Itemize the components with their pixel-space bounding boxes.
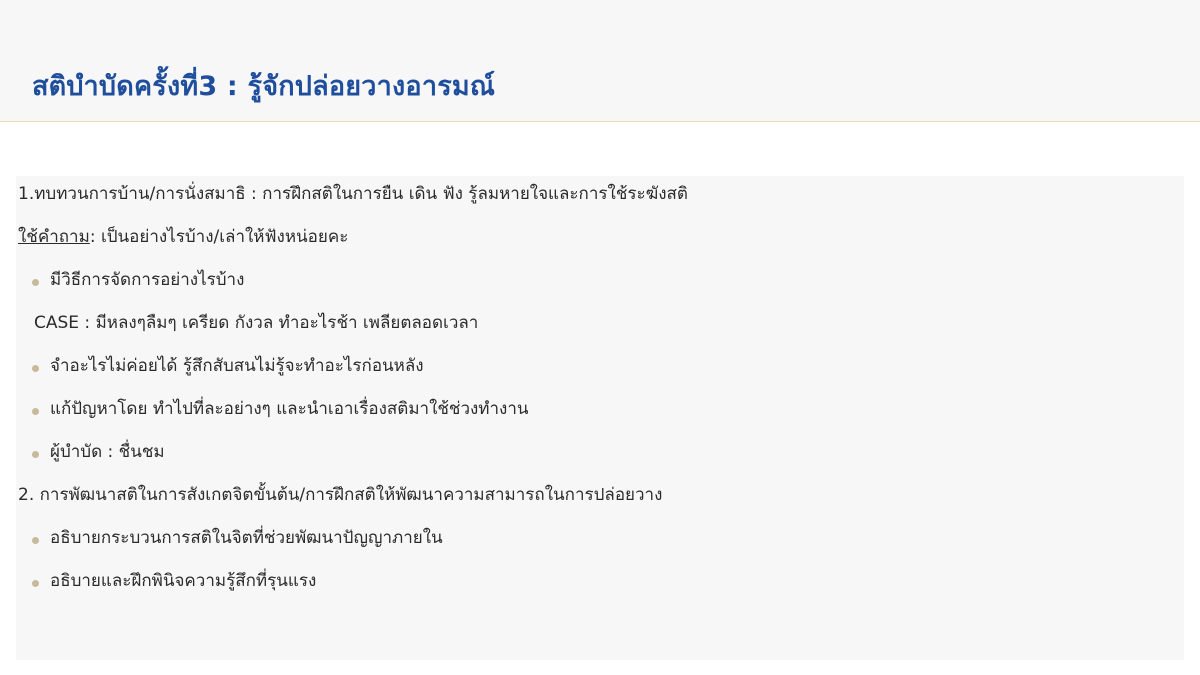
- bullet-dot-icon: [32, 365, 39, 372]
- bullet-item-text: ผู้บำบัด : ชื่นชม: [50, 442, 165, 462]
- bullet-list-item: [16, 358, 1184, 375]
- page-title: สติบำบัดครั้งที่3 : รู้จักปล่อยวางอารมณ์: [32, 71, 496, 102]
- bullet-list-item: [16, 530, 1184, 547]
- section-heading-text: 2. การพัฒนาสติในการสังเกตจิตขั้นต้น/การฝึกสติให้พัฒนาความสามารถในการปล่อยวาง: [18, 485, 663, 505]
- section-heading-line: [16, 487, 1184, 504]
- underlined-label: ใช้คำถาม: [18, 227, 90, 247]
- case-line: [16, 315, 1184, 332]
- section-heading-text: 1.ทบทวนการบ้าน/การนั่งสมาธิ : การฝึกสติในการยืน เดิน ฟัง รู้ลมหายใจและการใช้ระฆังสติ: [18, 184, 688, 204]
- bullet-item-text: แก้ปัญหาโดย ทำไปที่ละอย่างๆ และนำเอาเรื่องสติมาใช้ช่วงทำงาน: [50, 399, 529, 419]
- title-divider: [0, 121, 1200, 122]
- bullet-dot-icon: [32, 408, 39, 415]
- bullet-dot-icon: [32, 537, 39, 544]
- bullet-dot-icon: [32, 451, 39, 458]
- question-prompt-text: : เป็นอย่างไรบ้าง/เล่าให้ฟังหน่อยคะ: [89, 227, 349, 247]
- bullet-dot-icon: [32, 279, 39, 286]
- bullet-list-item: [16, 444, 1184, 461]
- content-list: [16, 176, 1184, 616]
- bullet-item-text: อธิบายและฝึกพินิจความรู้สึกที่รุนแรง: [50, 571, 317, 591]
- bullet-dot-icon: [32, 580, 39, 587]
- section-heading-line: [16, 186, 1184, 203]
- bullet-list-item: [16, 272, 1184, 289]
- bullet-list-item: [16, 573, 1184, 590]
- bullet-item-text: มีวิธีการจัดการอย่างไรบ้าง: [50, 270, 245, 290]
- bullet-item-text: จำอะไรไม่ค่อยได้ รู้สึกสับสนไม่รู้จะทำอะไรก่อนหลัง: [50, 356, 424, 376]
- bullet-item-text: อธิบายกระบวนการสติในจิตที่ช่วยพัฒนาปัญญาภายใน: [50, 528, 443, 548]
- question-prompt-line: [16, 229, 1184, 246]
- case-text: CASE : มีหลงๆลืมๆ เครียด กังวล ทำอะไรช้า เพลียตลอดเวลา: [34, 313, 479, 333]
- content-panel: [16, 176, 1184, 660]
- bullet-list-item: [16, 401, 1184, 418]
